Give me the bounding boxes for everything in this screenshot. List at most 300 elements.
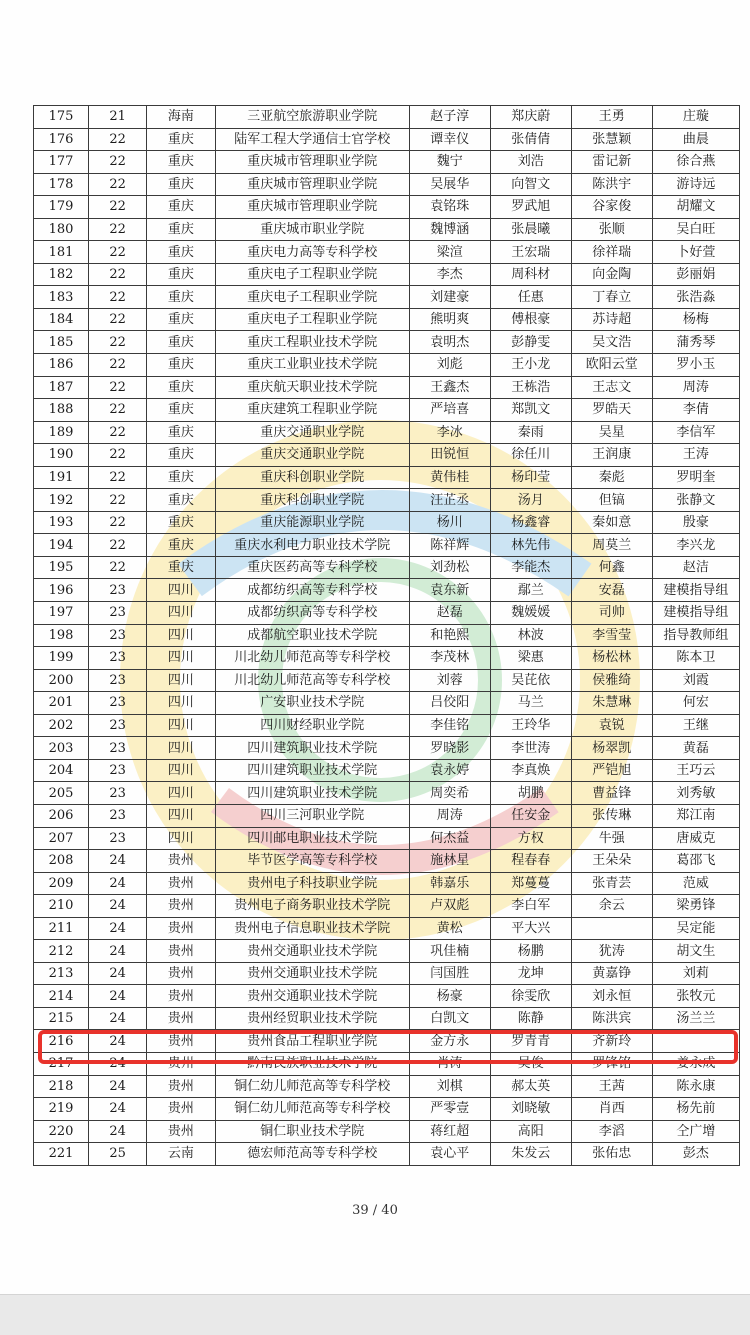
cell-member-3: 欧阳云堂: [571, 354, 652, 377]
cell-region-code: 24: [89, 872, 147, 895]
cell-row-number: 186: [34, 354, 89, 377]
cell-member-1: 袁铭珠: [409, 196, 490, 219]
cell-school-name: 重庆城市管理职业学院: [215, 173, 409, 196]
cell-region-code: 22: [89, 444, 147, 467]
table-row: [34, 714, 740, 737]
table-row: [34, 489, 740, 512]
cell-region-code: 23: [89, 624, 147, 647]
cell-school-name: 铜仁幼儿师范高等专科学校: [215, 1075, 409, 1098]
cell-advisor: 庄璇: [652, 106, 739, 129]
table-row: [34, 1030, 740, 1053]
cell-member-3: 雷记新: [571, 151, 652, 174]
cell-member-1: 刘劲松: [409, 556, 490, 579]
cell-member-3: 齐新玲: [571, 1030, 652, 1053]
cell-row-number: 216: [34, 1030, 89, 1053]
cell-member-1: 刘蓉: [409, 669, 490, 692]
table-row: [34, 1098, 740, 1121]
cell-member-3: 严铠旭: [571, 759, 652, 782]
cell-row-number: 189: [34, 421, 89, 444]
cell-province: 重庆: [147, 534, 216, 557]
cell-region-code: 22: [89, 421, 147, 444]
cell-region-code: 23: [89, 602, 147, 625]
cell-row-number: 213: [34, 962, 89, 985]
table-row: [34, 556, 740, 579]
cell-member-1: 肖涛: [409, 1052, 490, 1075]
cell-row-number: 214: [34, 985, 89, 1008]
cell-member-1: 李杰: [409, 263, 490, 286]
table-row: [34, 647, 740, 670]
cell-member-1: 吴展华: [409, 173, 490, 196]
cell-member-1: 魏博涵: [409, 218, 490, 241]
cell-advisor: 罗明奎: [652, 466, 739, 489]
table-row: [34, 692, 740, 715]
cell-member-2: 马兰: [490, 692, 571, 715]
cell-school-name: 川北幼儿师范高等专科学校: [215, 669, 409, 692]
cell-province: 贵州: [147, 850, 216, 873]
cell-advisor: 指导教师组: [652, 624, 739, 647]
table-row: [34, 354, 740, 377]
table-row: [34, 985, 740, 1008]
cell-member-2: 林波: [490, 624, 571, 647]
cell-member-1: 李佳铭: [409, 714, 490, 737]
cell-province: 四川: [147, 692, 216, 715]
cell-row-number: 207: [34, 827, 89, 850]
cell-region-code: 24: [89, 1075, 147, 1098]
cell-region-code: 22: [89, 466, 147, 489]
roster-table-body: [34, 106, 740, 1166]
cell-member-1: 罗晓影: [409, 737, 490, 760]
cell-province: 贵州: [147, 917, 216, 940]
cell-school-name: 重庆电子工程职业学院: [215, 308, 409, 331]
cell-province: 贵州: [147, 985, 216, 1008]
cell-member-3: 黄嘉铮: [571, 962, 652, 985]
table-row: [34, 1052, 740, 1075]
cell-school-name: 四川财经职业学院: [215, 714, 409, 737]
cell-advisor: 卜好萱: [652, 241, 739, 264]
cell-member-2: 傅根豪: [490, 308, 571, 331]
cell-row-number: 190: [34, 444, 89, 467]
cell-member-3: 丁春立: [571, 286, 652, 309]
roster-table: [33, 105, 740, 1166]
table-row: [34, 669, 740, 692]
cell-province: 重庆: [147, 151, 216, 174]
cell-advisor: 彭丽娟: [652, 263, 739, 286]
cell-member-2: 杨鑫睿: [490, 511, 571, 534]
table-row: [34, 466, 740, 489]
table-row: [34, 331, 740, 354]
cell-row-number: 185: [34, 331, 89, 354]
cell-advisor: 赵洁: [652, 556, 739, 579]
table-row: [34, 128, 740, 151]
cell-advisor: 姜永成: [652, 1052, 739, 1075]
cell-province: 重庆: [147, 308, 216, 331]
cell-member-2: 郑凯文: [490, 399, 571, 422]
cell-province: 重庆: [147, 241, 216, 264]
cell-region-code: 24: [89, 940, 147, 963]
cell-province: 重庆: [147, 376, 216, 399]
cell-member-2: 李世涛: [490, 737, 571, 760]
cell-advisor: 胡文生: [652, 940, 739, 963]
cell-member-1: 谭幸仪: [409, 128, 490, 151]
cell-member-3: 向金陶: [571, 263, 652, 286]
cell-member-3: 余云: [571, 895, 652, 918]
cell-region-code: 22: [89, 489, 147, 512]
cell-province: 四川: [147, 759, 216, 782]
cell-member-2: 任安金: [490, 804, 571, 827]
cell-member-1: 赵子淳: [409, 106, 490, 129]
cell-province: 贵州: [147, 1030, 216, 1053]
cell-member-2: 王小龙: [490, 354, 571, 377]
cell-member-1: 巩佳楠: [409, 940, 490, 963]
cell-member-3: 但镐: [571, 489, 652, 512]
cell-member-1: 梁渲: [409, 241, 490, 264]
cell-province: 四川: [147, 804, 216, 827]
cell-member-1: 王鑫杰: [409, 376, 490, 399]
cell-advisor: 葛邵飞: [652, 850, 739, 873]
cell-school-name: 三亚航空旅游职业学院: [215, 106, 409, 129]
cell-province: 四川: [147, 624, 216, 647]
cell-province: 贵州: [147, 1075, 216, 1098]
cell-member-2: 刘晓敏: [490, 1098, 571, 1121]
cell-member-3: 犹涛: [571, 940, 652, 963]
cell-row-number: 202: [34, 714, 89, 737]
cell-advisor: 黄磊: [652, 737, 739, 760]
cell-row-number: 176: [34, 128, 89, 151]
cell-member-2: 王栋浩: [490, 376, 571, 399]
cell-member-3: 张顺: [571, 218, 652, 241]
cell-member-2: 程春春: [490, 850, 571, 873]
cell-school-name: 铜仁幼儿师范高等专科学校: [215, 1098, 409, 1121]
cell-member-3: [571, 917, 652, 940]
cell-row-number: 201: [34, 692, 89, 715]
cell-school-name: 成都纺织高等专科学校: [215, 579, 409, 602]
cell-advisor: 建模指导组: [652, 602, 739, 625]
cell-advisor: 张静文: [652, 489, 739, 512]
cell-advisor: 游诗远: [652, 173, 739, 196]
cell-member-1: 袁东新: [409, 579, 490, 602]
cell-advisor: 李信军: [652, 421, 739, 444]
cell-member-3: 侯雅绮: [571, 669, 652, 692]
page-number: 39 / 40: [352, 1203, 398, 1218]
cell-school-name: 重庆水利电力职业技术学院: [215, 534, 409, 557]
cell-member-2: 张晨曦: [490, 218, 571, 241]
cell-member-3: 王勇: [571, 106, 652, 129]
cell-member-3: 吴星: [571, 421, 652, 444]
cell-member-3: 司帅: [571, 602, 652, 625]
cell-row-number: 218: [34, 1075, 89, 1098]
cell-row-number: 208: [34, 850, 89, 873]
cell-school-name: 成都航空职业技术学院: [215, 624, 409, 647]
table-row: [34, 263, 740, 286]
cell-member-1: 吕佼阳: [409, 692, 490, 715]
cell-advisor: 唐威克: [652, 827, 739, 850]
table-row: [34, 917, 740, 940]
cell-member-1: 李茂林: [409, 647, 490, 670]
cell-member-3: 王茜: [571, 1075, 652, 1098]
table-row: [34, 804, 740, 827]
cell-member-1: 汪芷丞: [409, 489, 490, 512]
cell-member-1: 闫国胜: [409, 962, 490, 985]
cell-member-3: 朱慧琳: [571, 692, 652, 715]
cell-row-number: 217: [34, 1052, 89, 1075]
cell-school-name: 重庆医药高等专科学校: [215, 556, 409, 579]
cell-member-3: 苏诗超: [571, 308, 652, 331]
cell-province: 四川: [147, 669, 216, 692]
cell-region-code: 22: [89, 556, 147, 579]
cell-member-3: 王润康: [571, 444, 652, 467]
cell-member-3: 张慧颖: [571, 128, 652, 151]
cell-region-code: 25: [89, 1143, 147, 1166]
cell-advisor: 彭杰: [652, 1143, 739, 1166]
cell-member-2: 王宏瑞: [490, 241, 571, 264]
cell-member-3: 谷家俊: [571, 196, 652, 219]
cell-school-name: 四川建筑职业技术学院: [215, 782, 409, 805]
cell-advisor: 殷豪: [652, 511, 739, 534]
cell-member-3: 杨翠凯: [571, 737, 652, 760]
cell-member-1: 严零壹: [409, 1098, 490, 1121]
cell-member-2: 方权: [490, 827, 571, 850]
cell-school-name: 贵州交通职业技术学院: [215, 985, 409, 1008]
cell-school-name: 重庆城市职业学院: [215, 218, 409, 241]
table-row: [34, 1120, 740, 1143]
cell-row-number: 197: [34, 602, 89, 625]
cell-member-1: 魏宁: [409, 151, 490, 174]
cell-region-code: 22: [89, 241, 147, 264]
cell-advisor: 刘秀敏: [652, 782, 739, 805]
table-row: [34, 173, 740, 196]
cell-school-name: 重庆电子工程职业学院: [215, 286, 409, 309]
cell-advisor: 吴定能: [652, 917, 739, 940]
cell-school-name: 贵州交通职业技术学院: [215, 962, 409, 985]
cell-member-2: 周科材: [490, 263, 571, 286]
cell-member-2: 徐雯欣: [490, 985, 571, 1008]
cell-member-3: 张佑忠: [571, 1143, 652, 1166]
cell-row-number: 205: [34, 782, 89, 805]
cell-member-3: 杨松林: [571, 647, 652, 670]
cell-row-number: 200: [34, 669, 89, 692]
cell-member-1: 熊明爽: [409, 308, 490, 331]
cell-province: 重庆: [147, 218, 216, 241]
cell-row-number: 221: [34, 1143, 89, 1166]
cell-school-name: 重庆科创职业学院: [215, 489, 409, 512]
table-row: [34, 624, 740, 647]
table-row: [34, 579, 740, 602]
cell-member-2: 林先伟: [490, 534, 571, 557]
table-row: [34, 286, 740, 309]
cell-advisor: 刘莉: [652, 962, 739, 985]
cell-school-name: 成都纺织高等专科学校: [215, 602, 409, 625]
cell-province: 重庆: [147, 196, 216, 219]
cell-province: 四川: [147, 737, 216, 760]
cell-region-code: 24: [89, 917, 147, 940]
cell-region-code: 23: [89, 647, 147, 670]
cell-member-3: 李滔: [571, 1120, 652, 1143]
cell-member-3: 刘永恒: [571, 985, 652, 1008]
cell-member-3: 曹益锋: [571, 782, 652, 805]
cell-province: 重庆: [147, 444, 216, 467]
cell-advisor: 徐合燕: [652, 151, 739, 174]
table-row: [34, 196, 740, 219]
table-row: [34, 1007, 740, 1030]
cell-advisor: 汤兰兰: [652, 1007, 739, 1030]
cell-row-number: 183: [34, 286, 89, 309]
cell-row-number: 215: [34, 1007, 89, 1030]
cell-school-name: 贵州电子信息职业技术学院: [215, 917, 409, 940]
cell-advisor: 王涛: [652, 444, 739, 467]
cell-school-name: 贵州食品工程职业学院: [215, 1030, 409, 1053]
cell-school-name: 重庆建筑工程职业学院: [215, 399, 409, 422]
cell-advisor: 梁勇锋: [652, 895, 739, 918]
cell-member-2: 杨鹏: [490, 940, 571, 963]
cell-province: 重庆: [147, 128, 216, 151]
cell-member-2: 吴芘依: [490, 669, 571, 692]
cell-row-number: 188: [34, 399, 89, 422]
cell-row-number: 219: [34, 1098, 89, 1121]
table-row: [34, 511, 740, 534]
cell-member-1: 刘棋: [409, 1075, 490, 1098]
cell-row-number: 191: [34, 466, 89, 489]
table-row: [34, 895, 740, 918]
cell-member-1: 陈祥辉: [409, 534, 490, 557]
cell-school-name: 重庆能源职业学院: [215, 511, 409, 534]
table-row: [34, 106, 740, 129]
cell-region-code: 22: [89, 151, 147, 174]
cell-advisor: 张浩淼: [652, 286, 739, 309]
cell-school-name: 贵州交通职业技术学院: [215, 940, 409, 963]
cell-member-2: 汤月: [490, 489, 571, 512]
cell-school-name: 重庆电力高等专科学校: [215, 241, 409, 264]
table-row: [34, 421, 740, 444]
cell-member-3: 牛强: [571, 827, 652, 850]
cell-school-name: 贵州电子商务职业技术学院: [215, 895, 409, 918]
cell-row-number: 181: [34, 241, 89, 264]
cell-row-number: 206: [34, 804, 89, 827]
cell-member-1: 何杰益: [409, 827, 490, 850]
table-row: [34, 850, 740, 873]
cell-advisor: 周涛: [652, 376, 739, 399]
cell-region-code: 23: [89, 714, 147, 737]
cell-row-number: 177: [34, 151, 89, 174]
cell-region-code: 23: [89, 737, 147, 760]
cell-region-code: 24: [89, 1030, 147, 1053]
cell-member-2: 胡鹏: [490, 782, 571, 805]
cell-advisor: 王继: [652, 714, 739, 737]
cell-member-3: 秦彪: [571, 466, 652, 489]
cell-member-2: 李能杰: [490, 556, 571, 579]
cell-member-2: 魏媛媛: [490, 602, 571, 625]
cell-school-name: 四川建筑职业技术学院: [215, 759, 409, 782]
cell-member-1: 和艳熙: [409, 624, 490, 647]
cell-region-code: 22: [89, 218, 147, 241]
cell-member-3: 张传琳: [571, 804, 652, 827]
cell-school-name: 重庆电子工程职业学院: [215, 263, 409, 286]
cell-row-number: 175: [34, 106, 89, 129]
cell-row-number: 182: [34, 263, 89, 286]
cell-row-number: 193: [34, 511, 89, 534]
cell-province: 四川: [147, 782, 216, 805]
cell-school-name: 四川三河职业学院: [215, 804, 409, 827]
cell-region-code: 23: [89, 669, 147, 692]
cell-member-3: 罗锋铭: [571, 1052, 652, 1075]
cell-member-2: 朱发云: [490, 1143, 571, 1166]
table-row: [34, 218, 740, 241]
cell-school-name: 重庆交通职业学院: [215, 421, 409, 444]
table-row: [34, 827, 740, 850]
cell-member-2: 郝太英: [490, 1075, 571, 1098]
cell-member-2: 郑庆蔚: [490, 106, 571, 129]
cell-member-3: 罗皓天: [571, 399, 652, 422]
cell-member-1: 周涛: [409, 804, 490, 827]
cell-advisor: 王巧云: [652, 759, 739, 782]
cell-member-2: 徐任川: [490, 444, 571, 467]
cell-member-1: 施林星: [409, 850, 490, 873]
table-row: [34, 737, 740, 760]
cell-member-3: 徐祥瑞: [571, 241, 652, 264]
table-row: [34, 534, 740, 557]
table-row: [34, 940, 740, 963]
cell-member-2: 平大兴: [490, 917, 571, 940]
cell-region-code: 22: [89, 173, 147, 196]
cell-advisor: 吴白旺: [652, 218, 739, 241]
cell-member-2: 郑蔓蔓: [490, 872, 571, 895]
cell-row-number: 179: [34, 196, 89, 219]
cell-advisor: 胡耀文: [652, 196, 739, 219]
cell-province: 贵州: [147, 940, 216, 963]
cell-region-code: 23: [89, 579, 147, 602]
cell-school-name: 贵州电子科技职业学院: [215, 872, 409, 895]
cell-advisor: [652, 1030, 739, 1053]
cell-member-1: 刘彪: [409, 354, 490, 377]
cell-member-2: 刘浩: [490, 151, 571, 174]
cell-region-code: 24: [89, 1007, 147, 1030]
cell-row-number: 198: [34, 624, 89, 647]
cell-member-1: 袁心平: [409, 1143, 490, 1166]
cell-member-3: 秦如意: [571, 511, 652, 534]
cell-province: 贵州: [147, 895, 216, 918]
cell-province: 云南: [147, 1143, 216, 1166]
cell-member-3: 陈洪宇: [571, 173, 652, 196]
cell-member-1: 黄松: [409, 917, 490, 940]
cell-province: 重庆: [147, 263, 216, 286]
cell-province: 重庆: [147, 354, 216, 377]
cell-province: 重庆: [147, 556, 216, 579]
cell-province: 重庆: [147, 421, 216, 444]
cell-region-code: 22: [89, 196, 147, 219]
table-row: [34, 444, 740, 467]
cell-region-code: 23: [89, 804, 147, 827]
cell-row-number: 184: [34, 308, 89, 331]
cell-school-name: 四川建筑职业技术学院: [215, 737, 409, 760]
cell-province: 重庆: [147, 286, 216, 309]
cell-region-code: 22: [89, 331, 147, 354]
cell-member-2: 梁惠: [490, 647, 571, 670]
cell-member-1: 杨川: [409, 511, 490, 534]
cell-member-1: 白凯文: [409, 1007, 490, 1030]
cell-province: 重庆: [147, 466, 216, 489]
cell-member-1: 刘建豪: [409, 286, 490, 309]
cell-advisor: 杨先前: [652, 1098, 739, 1121]
cell-member-2: 秦雨: [490, 421, 571, 444]
cell-advisor: 罗小玉: [652, 354, 739, 377]
cell-region-code: 24: [89, 1120, 147, 1143]
cell-row-number: 195: [34, 556, 89, 579]
cell-school-name: 重庆交通职业学院: [215, 444, 409, 467]
table-row: [34, 151, 740, 174]
cell-member-2: 张倩倩: [490, 128, 571, 151]
cell-advisor: 何宏: [652, 692, 739, 715]
table-row: [34, 872, 740, 895]
cell-member-2: 罗武旭: [490, 196, 571, 219]
